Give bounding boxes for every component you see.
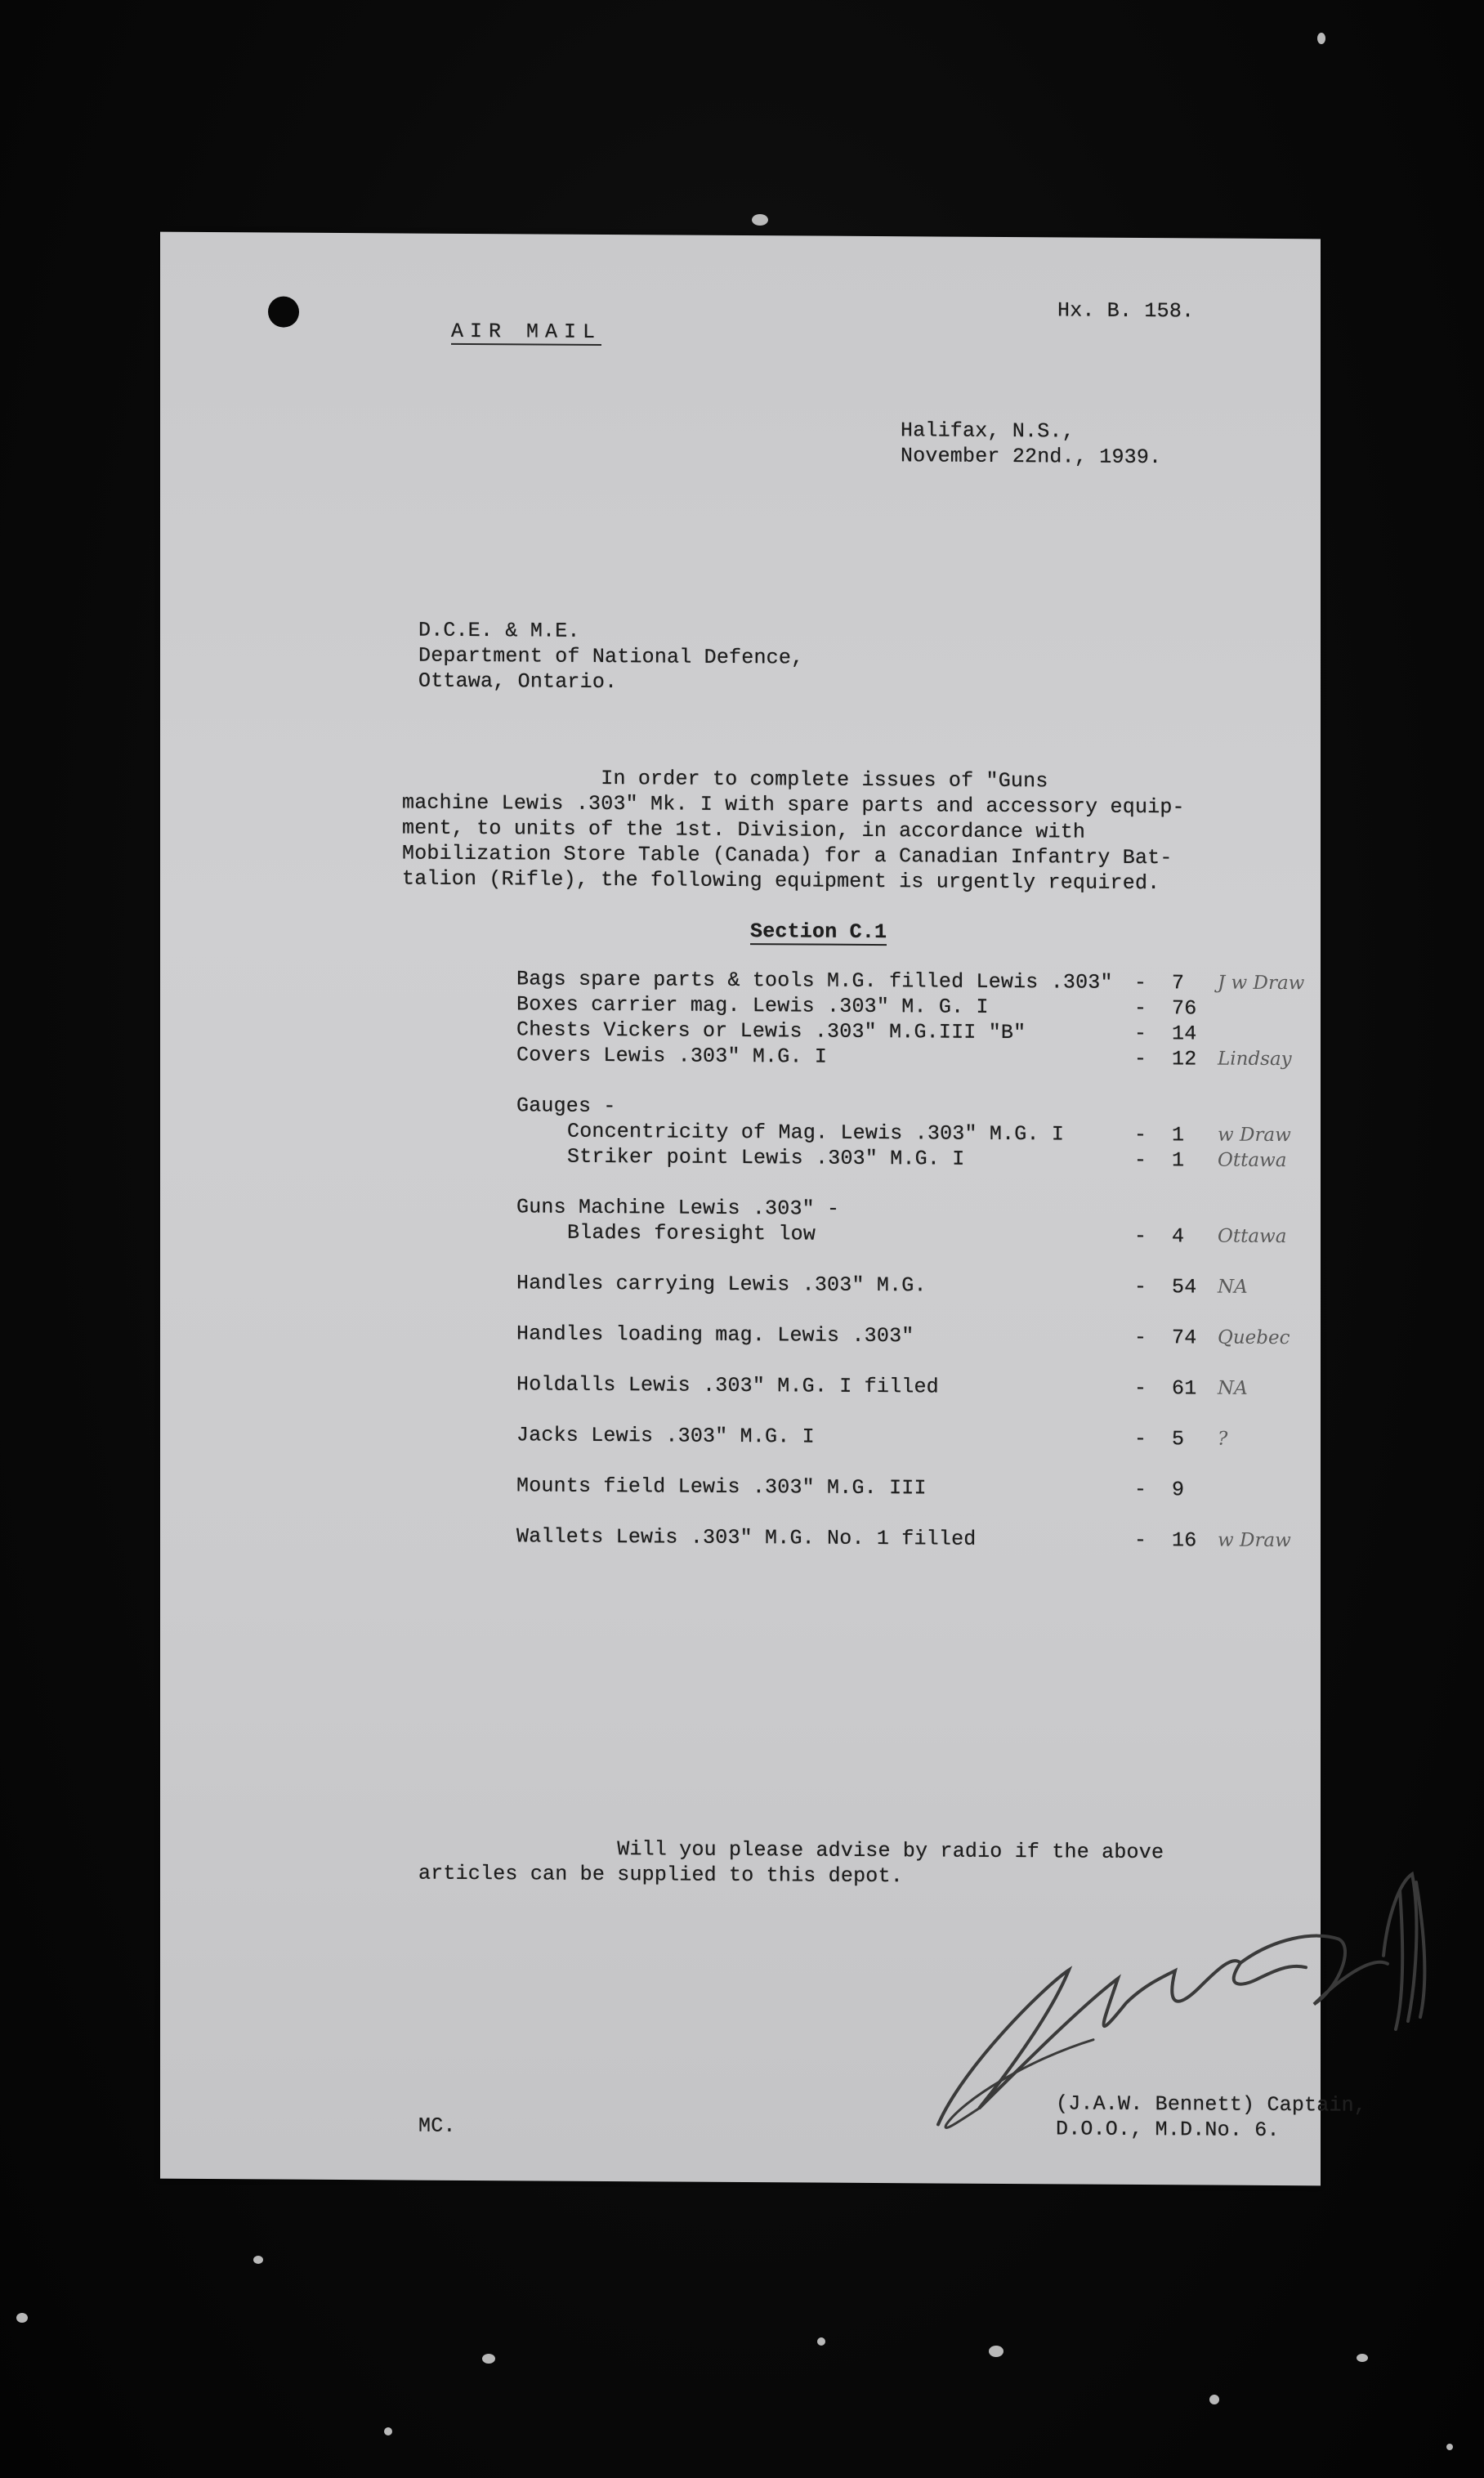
closing-line: articles can be supplied to this depot. [418, 1861, 903, 1889]
item-description: Handles carrying Lewis .303" M.G. [516, 1271, 927, 1298]
item-quantity: 1 [1172, 1148, 1185, 1173]
item-dash: - [1134, 1477, 1147, 1502]
item-description: Handles loading mag. Lewis .303" [516, 1322, 914, 1349]
air-mail-heading: AIR MAIL [451, 319, 602, 344]
signature-stroke [1383, 1874, 1424, 2029]
item-quantity: 54 [1172, 1275, 1197, 1299]
scan-speck [16, 2313, 28, 2323]
item-group-heading: Guns Machine Lewis .303" - [516, 1195, 840, 1221]
handwritten-note: NA [1218, 1377, 1248, 1399]
typist-initials: MC. [418, 2113, 456, 2138]
item-description: Covers Lewis .303" M.G. I [516, 1043, 828, 1069]
item-description: Blades foresight low [567, 1220, 816, 1246]
item-quantity: 14 [1172, 1022, 1197, 1046]
handwritten-note: Lindsay [1218, 1048, 1292, 1071]
item-quantity: 16 [1172, 1528, 1197, 1553]
signature-block [1056, 2091, 1366, 2143]
item-dash: - [1134, 1375, 1147, 1401]
scan-speck [817, 2337, 825, 2346]
scan-speck [1357, 2354, 1368, 2362]
list-item [516, 1523, 1415, 1554]
item-description: Mounts field Lewis .303" M.G. III [516, 1474, 927, 1501]
date: November 22nd., 1939. [901, 444, 1162, 470]
item-dash: - [1134, 1223, 1147, 1249]
scan-speck [482, 2354, 495, 2364]
handwritten-note: J w Draw [1218, 972, 1305, 995]
intro-paragraph [402, 764, 1211, 896]
item-dash: - [1134, 1021, 1147, 1046]
item-description: Boxes carrier mag. Lewis .303" M. G. I [516, 992, 989, 1019]
scan-speck [384, 2427, 392, 2436]
item-description: Holdalls Lewis .303" M.G. I filled [516, 1372, 939, 1399]
scan-speck [1209, 2395, 1219, 2404]
intro-line: ment, to units of the 1st. Division, in accordance with [402, 816, 1086, 844]
recipient-line: Department of National Defence, [418, 643, 804, 670]
equipment-list [516, 966, 1415, 1554]
handwritten-note: ? [1218, 1428, 1228, 1450]
item-quantity: 12 [1172, 1047, 1197, 1071]
section-heading: Section C.1 [750, 919, 887, 945]
item-dash: - [1134, 970, 1147, 995]
intro-line: talion (Rifle), the following equipment is urgently required. [402, 866, 1160, 896]
item-dash: - [1134, 1147, 1147, 1173]
scan-speck [1317, 33, 1325, 44]
handwritten-note: NA [1218, 1276, 1248, 1298]
handwritten-note: w Draw [1218, 1124, 1291, 1147]
handwritten-note: Quebec [1218, 1326, 1290, 1349]
scan-speck [989, 2346, 1003, 2357]
item-description: Jacks Lewis .303" M.G. I [516, 1423, 815, 1449]
recipient-line: D.C.E. & M.E. [418, 618, 580, 643]
item-quantity: 9 [1172, 1478, 1185, 1502]
signatory-name: (J.A.W. Bennett) Captain, [1056, 2091, 1367, 2118]
item-dash: - [1134, 995, 1147, 1021]
item-dash: - [1134, 1528, 1147, 1553]
document-page [160, 232, 1367, 2186]
signature-stroke [1240, 1935, 1388, 2005]
intro-line: machine Lewis .303" Mk. I with spare parts and accessory equip- [402, 790, 1185, 820]
recipient-line: Ottawa, Ontario. [418, 669, 618, 695]
item-quantity: 74 [1172, 1326, 1197, 1350]
item-dash: - [1134, 1426, 1147, 1451]
item-quantity: 5 [1172, 1427, 1185, 1451]
handwritten-note: w Draw [1218, 1529, 1291, 1552]
place-date-block [901, 418, 1161, 470]
closing-line: Will you please advise by radio if the above [418, 1836, 1164, 1865]
handwritten-note: Ottawa [1218, 1149, 1287, 1172]
item-description: Bags spare parts & tools M.G. filled Lewis .303" [516, 967, 1113, 995]
item-dash: - [1134, 1122, 1147, 1147]
item-dash: - [1134, 1325, 1147, 1350]
item-quantity: 76 [1172, 996, 1197, 1021]
file-reference: Hx. B. 158. [1057, 298, 1195, 324]
item-description: Concentricity of Mag. Lewis .303" M.G. I [567, 1119, 1065, 1147]
punch-hole [268, 296, 299, 327]
intro-line: Mobilization Store Table (Canada) for a Canadian Infantry Bat- [402, 841, 1173, 870]
item-quantity: 4 [1172, 1224, 1185, 1249]
recipient-address [418, 618, 803, 696]
item-quantity: 7 [1172, 971, 1185, 995]
item-quantity: 61 [1172, 1376, 1197, 1401]
scan-speck [752, 214, 768, 226]
intro-line: In order to complete issues of "Guns [402, 765, 1048, 794]
item-dash: - [1134, 1046, 1147, 1071]
item-description: Wallets Lewis .303" M.G. No. 1 filled [516, 1524, 977, 1551]
item-group-heading: Gauges - [516, 1094, 616, 1119]
item-description: Striker point Lewis .303" M.G. I [567, 1144, 965, 1171]
signatory-title: D.O.O., M.D.No. 6. [1056, 2117, 1280, 2143]
item-quantity: 1 [1172, 1123, 1185, 1147]
scan-speck [253, 2256, 263, 2264]
scan-speck [1446, 2444, 1453, 2450]
item-description: Chests Vickers or Lewis .303" M.G.III "B" [516, 1018, 1026, 1045]
place: Halifax, N.S., [901, 418, 1075, 444]
handwritten-note: Ottawa [1218, 1225, 1287, 1248]
item-dash: - [1134, 1274, 1147, 1299]
